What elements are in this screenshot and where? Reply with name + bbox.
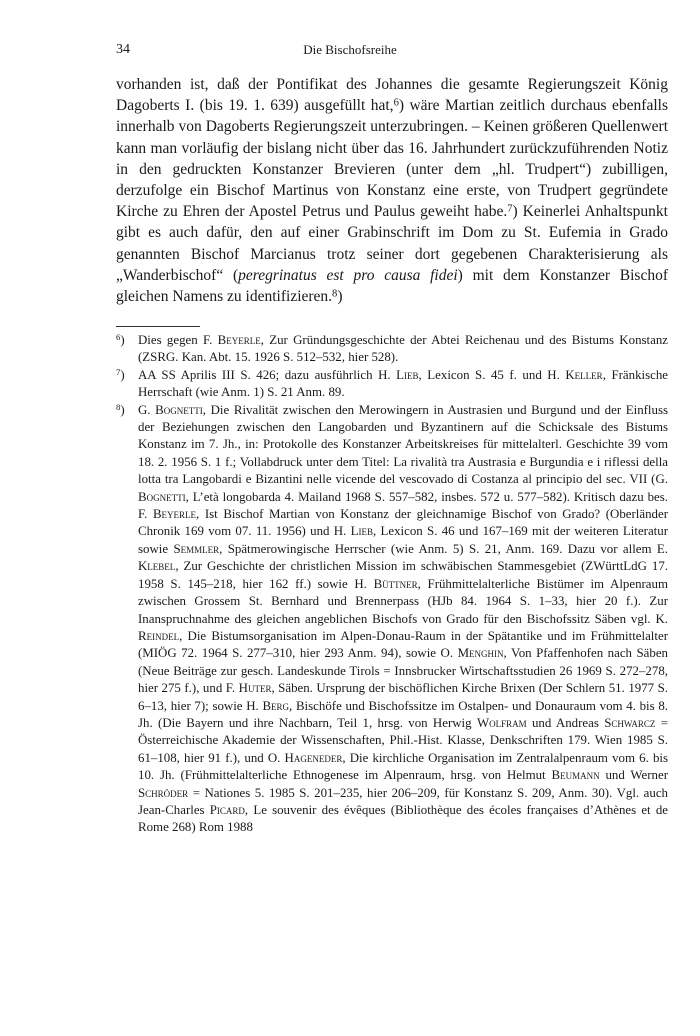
text-segment: , Von Pfaffenhofen nach Säben (Neue Beiträge zur gesch. Landeskunde Tirols = Innsbrucker Wirtschaftsstudien 26 1969 S. 272–278, hier 275 f.), und F. [138,646,668,696]
author-name: Semmler [173,541,220,556]
text-segment: , Le souvenir des évêques (Bibliothèque des écoles françaises d’Athènes et de Rome 268) Rom 1988 [138,802,668,835]
latin-quote: peregrinatus est pro causa fidei [238,266,458,284]
footnote-ref: 6 [393,97,399,109]
text-segment: , Zur Geschichte der christlichen Mission im schwäbischen Stammesgebiet (ZWürttLdG 17. 1958 S. 145–218, hier 162 ff.) sowie H. [138,559,668,591]
text-segment: und Andreas [526,715,605,730]
footnote [116,402,668,837]
author-name: Beumann [551,768,600,783]
footnote [116,367,668,402]
page-number: 34 [116,42,130,57]
footnote-number: 8 [116,401,121,412]
author-name: Bognetti [155,402,203,417]
text-segment: ) [337,288,343,306]
text-segment: = Nationes 5. 1985 S. 201–235, hier 206–209, für Konstanz S. 209, Anm. 30). Vgl. auch Jean-Charles [138,785,668,817]
footnote-separator [116,326,200,327]
text-segment: AA SS Aprilis III S. 426; dazu ausführlich H. [138,367,397,382]
text-segment: vorhanden ist, daß der Pontifikat des Johannes die gesamte Regierungszeit König Dagoberts I. (bis 19. 1. 639) ausgefüllt hat, [116,76,668,115]
author-name: Hageneder [284,750,343,765]
author-name: Picard [209,802,245,817]
author-name: Menghin [457,646,504,661]
text-segment: ) wäre Martian zeitlich durchaus ebenfalls innerhalb von Dagoberts Regierungszeit unterzubringen. – Keinen größeren Quellenwert kann man vorläufig der bislang nicht über das 16. Jahrhundert zurückzuführenden Notiz in den gedruckten Konstanzer Brevieren (unter dem „hl. Trudpert“) zubilligen, derzufolge ein Bischof Martinus von Konstanz eine erste, von Trudpert gegründete Kirche zu Ehren der Apostel Petrus und Paulus geweiht habe. [116,97,668,221]
text-segment: , Die Rivalität zwischen den Merowingern in Austrasien und Burgund und der Einfluss der Beziehungen zwischen den Langobarden und Byzantinern auf die Schicksale des Bistums Konstanz im 7. Jh., in: Protokolle des Konstanzer Arbeitskreises für mittelalterl. Geschichte 39 vom 18. 2. 1956 S. 1 f.; Vollabdruck unter dem Titel: La rivalità tra Austrasia e Burgundia e i riflessi della lotta tra Langobardi e Bizantini nelle vicende del vescovado di Costanza al principio del sec. VII (G. [138,402,668,487]
text-segment: ) mit dem Konstanzer Bischof gleichen Namens zu identifizieren. [116,266,668,306]
author-name: Klebel [138,559,176,574]
running-head: Die Bischofsreihe [303,42,397,57]
author-name: Wolfram [476,715,527,730]
author-name: Schröder [138,785,189,800]
footnote [116,332,668,367]
author-name: Keller [565,367,603,382]
author-name: Lieb [350,524,373,539]
footnote-number: 7 [116,366,121,377]
author-name: Reindel [138,628,180,643]
text-segment: Dies gegen F. [138,333,218,347]
author-name: Büttner [373,576,418,591]
footnote-ref: 7 [507,203,513,215]
text-segment: G. [138,402,156,417]
text-segment: , Die kirchliche Organisation im Zentralalpenraum vom 6. bis 10. Jh. (Frühmittelalterliche Ethnogenese im Alpenraum, hrsg. von Helmut [138,750,668,783]
author-name: Beyerle [152,507,197,522]
text-segment: , Säben. Ursprung der bischöflichen Kirche Brixen (Der Schlern 51. 1977 S. 6–13, hier 7); sowie H. [138,681,668,713]
text-segment: , Die Bistumsorganisation im Alpen-Donau-Raum in der Spätantike und im Frühmittelalter (MIÖG 72. 1964 S. 277–310, hier 293 Anm. 94), sowie O. [138,628,668,661]
footnote-mark: $^6$) [116,332,125,347]
footnote-number: 6 [116,332,121,343]
footnote-mark: $^8$) [116,401,125,417]
text-segment: , Spätmerowingische Herrscher (wie Anm. 5) S. 21, Anm. 169. Dazu vor allem E. [219,541,668,556]
author-name: Berg [262,698,290,713]
text-segment: , L’età longobarda 4. Mailand 1968 S. 557–582, insbes. 572 u. 577–582). Kritisch dazu bes. F. [138,489,668,522]
author-name: Bognetti [138,489,186,504]
author-name: Beyerle [217,333,261,347]
text-segment: , Bischöfe und Bischofssitze im Ostalpen- und Donauraum vom 4. bis 8. Jh. (Die Bayern und ihre Nachbarn, Teil 1, hrsg. von Herwig [138,698,668,730]
text-segment: ) Keinerlei Anhaltspunkt gibt es auch dafür, den auf einer Grabinschrift im Dom zu St. Eufemia in Grado genannten Bischof Marcianus trotz seiner dort gegebenen Charakterisierung als „Wanderbischof“ ( [116,203,668,284]
text-segment: , Frühmittelalterliche Bistümer im Alpenraum zwischen Grossem St. Bernhard und Brennerpass (HJb 84. 1964 S. 1–33, hier 20 f.). Zur Inanspruchnahme des gleichen angeblichen Bischofs von Grado für den Bischofssitz Säben vgl. K. [138,576,668,626]
author-name: Schwarcz [604,715,656,730]
text-segment: , Zur Gründungsgeschichte der Abtei Reichenau und des Bistums Konstanz (ZSRG. Kan. Abt. 15. 1926 S. 512–532, hier 528). [138,333,668,365]
author-name: Huter [238,681,272,696]
footnote-ref: 8 [332,288,338,300]
text-segment: und Werner [599,768,668,783]
text-segment: , Lexicon S. 45 f. und H. [418,367,566,382]
text-segment: = Österreichische Akademie der Wissenschaften, Phil.-Hist. Klasse, Denkschriften 179. Wien 1985 S. 61–108, hier 91 f.), und O. [138,715,668,765]
text-segment: , Fränkische Herrschaft (wie Anm. 1) S. 21 Anm. 89. [138,367,669,400]
footnotes [116,332,668,837]
main-paragraph [116,74,668,307]
footnote-mark: $^7$) [116,366,125,382]
author-name: Lieb [396,367,419,382]
text-segment: , Ist Bischof Martian von Konstanz der gleichnamige Bischof von Grado? (Oberländer Chronik 169 vom 07. 11. 1956) und H. [138,507,669,539]
text-segment: , Lexicon S. 46 und 167–169 mit der weiteren Literatur sowie [138,524,668,556]
